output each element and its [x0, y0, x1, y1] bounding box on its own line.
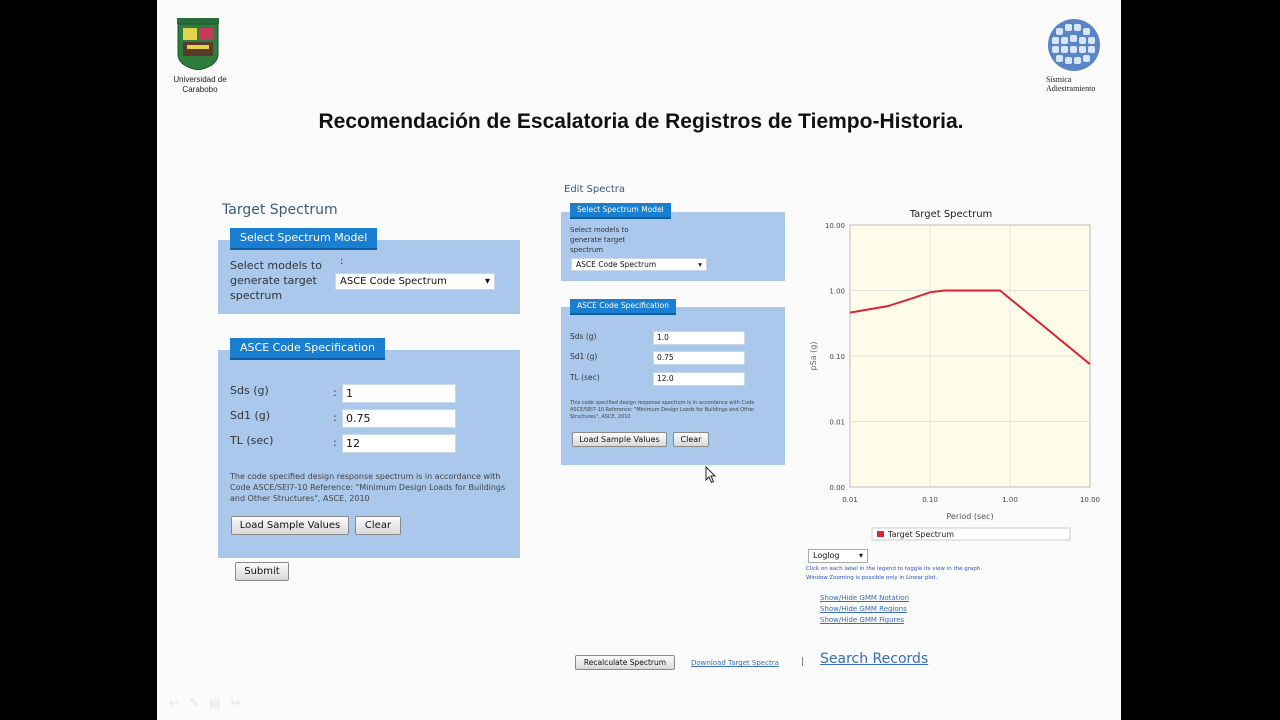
globe-logo-icon [1047, 18, 1101, 72]
edit-tl-label: TL (sec) [570, 373, 600, 382]
toggle-gmm-regions-link[interactable]: Show/Hide GMM Regions [820, 605, 907, 613]
download-target-spectra-link[interactable]: Download Target Spectra [691, 659, 779, 667]
y-axis-label: pSa (g) [809, 341, 818, 371]
tl-label: TL (sec) [230, 434, 274, 447]
edit-load-sample-values-button[interactable]: Load Sample Values [572, 432, 667, 447]
chart-legend[interactable] [872, 528, 1070, 540]
sds-colon: : [333, 386, 337, 399]
edit-clear-button[interactable]: Clear [673, 432, 709, 447]
edit-spectrum-model-value: ASCE Code Spectrum [576, 260, 657, 269]
edit-tl-input[interactable]: 12.0 [653, 372, 745, 386]
recalculate-spectrum-button[interactable]: Recalculate Spectrum [575, 655, 675, 670]
legend-swatch [877, 531, 884, 537]
edit-select-spectrum-model-tab: Select Spectrum Model [570, 203, 671, 219]
toggle-gmm-figures-link[interactable]: Show/Hide GMM Figures [820, 616, 905, 624]
x-tick-label: 0.01 [842, 496, 858, 504]
mouse-cursor-icon [705, 466, 717, 484]
y-tick-label: 0.01 [829, 418, 845, 427]
sd1-input[interactable]: 0.75 [342, 409, 456, 428]
chevron-down-icon: ▾ [858, 551, 863, 560]
asce-code-specification-tab: ASCE Code Specification [230, 338, 385, 360]
x-tick-label: 0.10 [922, 496, 938, 504]
sds-input[interactable]: 1 [342, 384, 456, 403]
edit-sd1-label: Sd1 (g) [570, 352, 598, 361]
chart-help-line-1: Click on each label in the legend to toggle its view in the graph. [806, 566, 983, 572]
y-tick-label: 0.00 [829, 484, 845, 492]
chart-help-line-2: Window Zooming is possible only in Linear plot. [806, 575, 938, 581]
x-axis-ticks [842, 496, 1100, 504]
edit-spectrum-model-select[interactable] [571, 258, 707, 271]
x-tick-label: 1.00 [1002, 496, 1018, 504]
edit-sds-label: Sds (g) [570, 332, 597, 341]
x-axis-label: Period (sec) [946, 512, 994, 521]
spectrum-model-value: ASCE Code Spectrum [340, 276, 447, 287]
page-title: Recomendación de Escalatoria de Registros de Tiempo-Historia. [318, 110, 964, 133]
edit-asce-code-specification-tab: ASCE Code Specification [570, 299, 676, 315]
search-records-link[interactable]: Search Records [820, 651, 929, 667]
code-note: The code specified design response spectrum is in accordance with Code ASCE/SEI7-10 Reference: "Minimum Design Loads for Buildings and Other Structures", ASCE, 2010 [230, 472, 506, 503]
scale-select[interactable] [808, 549, 868, 563]
y-tick-label: 10.00 [824, 222, 845, 230]
y-axis-ticks [825, 222, 845, 492]
edit-model-label: Select models to generate target spectrum [570, 226, 629, 254]
back-arrow-icon[interactable]: ↩ [169, 696, 180, 710]
company-logo-text: Sísmica Adiestramiento [1046, 75, 1096, 93]
presentation-controls [169, 696, 251, 710]
select-spectrum-model-tab: Select Spectrum Model [230, 228, 377, 250]
y-tick-label: 0.10 [829, 353, 845, 361]
university-crest-icon [177, 18, 219, 70]
sds-label: Sds (g) [230, 384, 269, 397]
sd1-label: Sd1 (g) [230, 409, 271, 422]
target-spectrum-heading: Target Spectrum [222, 202, 338, 218]
slides-icon[interactable]: ▤ [209, 696, 221, 710]
submit-button[interactable]: Submit [235, 562, 289, 581]
sd1-colon: : [333, 411, 337, 424]
legend-label-target-spectrum[interactable]: Target Spectrum [888, 530, 955, 539]
edit-spectra-heading: Edit Spectra [564, 184, 626, 195]
chart-title: Target Spectrum [909, 209, 993, 220]
chevron-down-icon: ▾ [484, 276, 490, 287]
tl-input[interactable]: 12 [342, 434, 456, 453]
model-label: Select models to generate target spectrum [230, 259, 322, 302]
edit-sds-input[interactable]: 1.0 [653, 331, 745, 345]
university-logo-text: Universidad de Carabobo [173, 75, 227, 94]
clear-button[interactable]: Clear [355, 516, 401, 535]
toggle-gmm-notation-link[interactable]: Show/Hide GMM Notation [820, 594, 910, 602]
target-spectrum-chart [802, 200, 1107, 550]
x-tick-label: 10.00 [1079, 496, 1101, 504]
y-tick-label: 1.00 [829, 287, 845, 296]
edit-sd1-input[interactable]: 0.75 [653, 351, 745, 365]
edit-code-note: This code specified design response spectrum is in accordance with Code ASCE/SEI7-10 Reference: "Minimum Design Loads for Buildings and Other Structures", ASCE, 2010 [570, 400, 755, 420]
pen-icon[interactable]: ✎ [189, 696, 200, 710]
scale-select-value: Loglog [813, 551, 840, 560]
load-sample-values-button[interactable]: Load Sample Values [231, 516, 349, 535]
footer-separator: | [801, 657, 805, 667]
spectrum-model-select[interactable] [335, 273, 495, 290]
model-colon: : [340, 256, 344, 267]
slide [157, 0, 1121, 720]
tl-colon: : [333, 436, 337, 449]
chevron-down-icon: ▾ [698, 260, 702, 269]
forward-arrow-icon[interactable]: ↪ [230, 696, 241, 710]
